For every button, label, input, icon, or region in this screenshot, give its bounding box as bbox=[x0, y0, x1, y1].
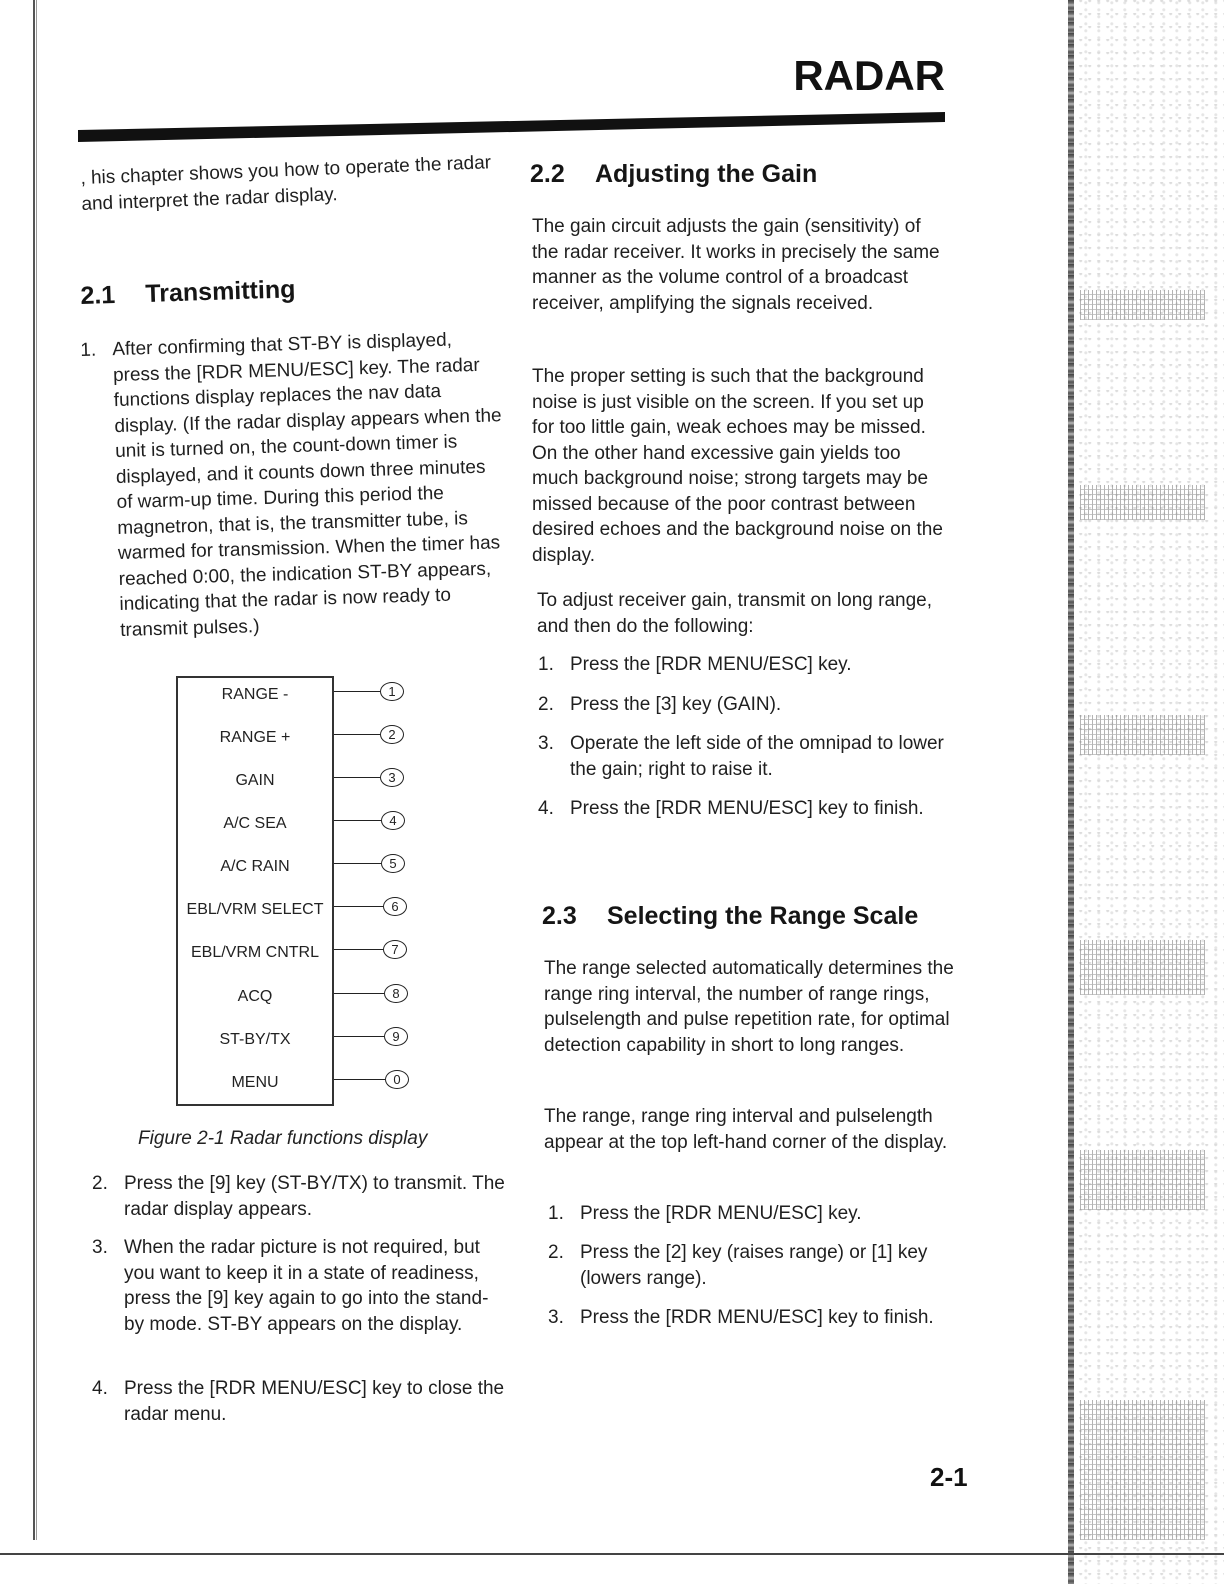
section-title: Adjusting the Gain bbox=[595, 160, 818, 188]
page-bottom-edge bbox=[0, 1553, 1224, 1555]
section-2-1-heading bbox=[80, 275, 296, 311]
figure-caption: Figure 2-1 Radar functions display bbox=[138, 1128, 428, 1149]
leader-line bbox=[334, 863, 381, 864]
list-item bbox=[80, 326, 502, 641]
key-number-circle: 6 bbox=[383, 897, 407, 916]
list-number: 2. bbox=[548, 1242, 564, 1263]
key-number-circle: 9 bbox=[384, 1027, 408, 1046]
section-number: 2.1 bbox=[80, 280, 116, 310]
list-text: Press the [2] key (raises range) or [1] key (lowers range). bbox=[580, 1242, 928, 1289]
paragraph: To adjust receiver gain, transmit on long range, and then do the following: bbox=[537, 590, 932, 637]
leader-line bbox=[334, 734, 380, 735]
scan-noise bbox=[1078, 0, 1224, 1584]
list-text: After confirming that ST-BY is displayed, press the [RDR MENU/ESC] key. The radar functions display replaces the nav data display. (If the radar display appears when the unit is turned on, the count-down timer is displayed, and it counts down three minutes of warm-up time. During this period the magnetron, that is, the transmitter tube, is warmed for transmission. When the timer has reached 0:00, the indication ST-BY appears, indicating that the radar is now ready to transmit pulses.) bbox=[112, 329, 502, 641]
figure-label: RANGE + bbox=[219, 729, 291, 746]
paragraph: The range, range ring interval and pulselength appear at the top left-hand corner of the display. bbox=[544, 1106, 948, 1153]
paragraph: The gain circuit adjusts the gain (sensitivity) of the radar receiver. It works in precisely the same manner as the volume control of a broadcast receiver, amplifying the signals received. bbox=[532, 216, 940, 314]
key-number-circle: 8 bbox=[384, 984, 408, 1003]
figure-label: A/C SEA bbox=[223, 815, 287, 832]
list-text: Press the [RDR MENU/ESC] key. bbox=[580, 1203, 862, 1224]
figure-label: RANGE - bbox=[221, 686, 289, 703]
figure-label: EBL/VRM SELECT bbox=[186, 901, 324, 918]
section-title: Transmitting bbox=[144, 275, 296, 308]
list-number: 4. bbox=[538, 798, 554, 819]
list-number: 1. bbox=[548, 1203, 564, 1224]
section-number: 2.2 bbox=[530, 160, 565, 188]
binding-shadow bbox=[33, 0, 35, 1540]
list-text: Press the [RDR MENU/ESC] key. bbox=[570, 654, 852, 675]
leader-line bbox=[334, 777, 380, 778]
figure-label: ACQ bbox=[237, 988, 273, 1005]
list-text: Press the [9] key (ST-BY/TX) to transmit. The radar display appears. bbox=[124, 1173, 505, 1220]
list-text: Press the [3] key (GAIN). bbox=[570, 694, 782, 715]
scan-noise-block bbox=[1080, 715, 1205, 755]
list-text: Operate the left side of the omnipad to lower the gain; right to raise it. bbox=[570, 733, 944, 780]
header-rule bbox=[78, 108, 945, 142]
list-number: 4. bbox=[92, 1378, 108, 1399]
list-text: Press the [RDR MENU/ESC] key to finish. bbox=[580, 1307, 934, 1328]
list-number: 1. bbox=[80, 339, 97, 361]
list-number: 3. bbox=[548, 1307, 564, 1328]
leader-line bbox=[334, 1036, 384, 1037]
page-edge-shadow bbox=[1068, 0, 1074, 1584]
scan-noise-block bbox=[1080, 940, 1205, 995]
figure-label: ST-BY/TX bbox=[219, 1031, 291, 1048]
key-number-circle: 3 bbox=[380, 768, 404, 787]
list-number: 1. bbox=[538, 654, 554, 675]
section-number: 2.3 bbox=[542, 902, 577, 930]
scan-noise-block bbox=[1080, 1400, 1205, 1540]
figure-label: EBL/VRM CNTRL bbox=[190, 944, 320, 961]
figure-label: A/C RAIN bbox=[220, 858, 290, 875]
binding-shadow-inner bbox=[36, 0, 37, 1540]
scan-noise-block bbox=[1080, 1150, 1205, 1210]
scan-noise-block bbox=[1080, 290, 1205, 320]
figure-label: MENU bbox=[231, 1074, 279, 1091]
list-number: 2. bbox=[92, 1173, 108, 1194]
list-number: 2. bbox=[538, 694, 554, 715]
figure-label: GAIN bbox=[235, 772, 275, 789]
key-number-circle: 5 bbox=[381, 854, 405, 873]
list-number: 3. bbox=[538, 733, 554, 754]
list-text: Press the [RDR MENU/ESC] key to finish. bbox=[570, 798, 924, 819]
leader-line bbox=[334, 1079, 385, 1080]
leader-line bbox=[334, 949, 383, 950]
key-number-circle: 4 bbox=[381, 811, 405, 830]
list-text: Press the [RDR MENU/ESC] key to close the radar menu. bbox=[124, 1378, 505, 1425]
page-number: 2-1 bbox=[930, 1462, 968, 1492]
list-number: 3. bbox=[92, 1237, 108, 1258]
section-2-3-heading bbox=[542, 902, 918, 931]
list-text: When the radar picture is not required, but you want to keep it in a state of readiness, press the [9] key again to go into the stand-by mode. ST-BY appears on the display. bbox=[124, 1237, 489, 1335]
key-number-circle: 7 bbox=[383, 940, 407, 959]
leader-line bbox=[334, 906, 383, 907]
key-number-circle: 1 bbox=[380, 682, 404, 701]
paragraph: The range selected automatically determines the range ring interval, the number of range rings, pulselength and pulse repetition rate, for optimal detection capability in short to long ranges. bbox=[544, 958, 954, 1056]
leader-line bbox=[334, 691, 380, 692]
key-number-circle: 0 bbox=[385, 1070, 409, 1089]
scan-noise-block bbox=[1080, 485, 1205, 520]
leader-line bbox=[334, 993, 384, 994]
paragraph: The proper setting is such that the background noise is just visible on the screen. If you set up for too little gain, weak echoes may be missed. On the other hand excessive gain yields too much background noise; strong targets may be missed because of the poor contrast between desired echoes and the background noise on the display. bbox=[532, 366, 943, 566]
leader-line bbox=[334, 820, 381, 821]
section-2-2-heading bbox=[530, 160, 817, 189]
key-number-circle: 2 bbox=[380, 725, 404, 744]
chapter-title: RADAR bbox=[793, 52, 945, 99]
section-title: Selecting the Range Scale bbox=[607, 902, 919, 930]
chapter-intro: , his chapter shows you how to operate the radar and interpret the radar display. bbox=[80, 152, 492, 215]
